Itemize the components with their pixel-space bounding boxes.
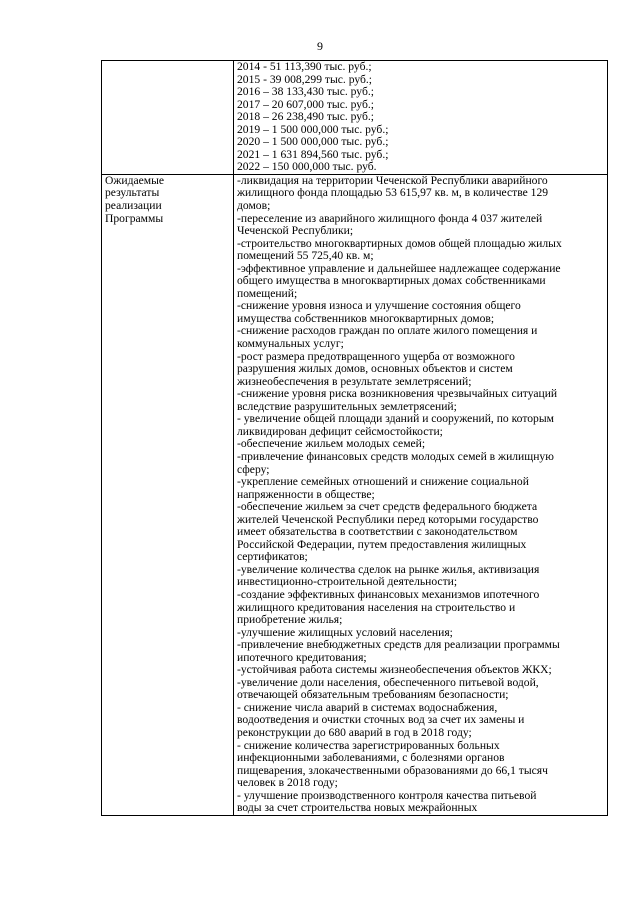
results-text-line: имеет обязательства в соответствии с законодательством: [237, 525, 518, 539]
results-text-line: -переселение из аварийного жилищного фонда 4 037 жителей: [237, 211, 543, 225]
results-text-line: помещений;: [237, 286, 298, 300]
results-text-line: напряженности в обществе;: [237, 487, 375, 501]
results-text-line: вследствие разрушительных землетрясений;: [237, 399, 457, 413]
results-text-line: -привлечение внебюджетных средств для реализации программы: [237, 638, 560, 652]
results-row: [102, 174, 608, 815]
results-text-line: -привлечение финансовых средств молодых семей в жилищную: [237, 449, 554, 463]
funding-row: [102, 61, 608, 175]
results-text-line: сертификатов;: [237, 550, 308, 564]
results-text-line: -увеличение доли населения, обеспеченного питьевой водой,: [237, 675, 539, 689]
program-passport-table: [101, 60, 608, 816]
funding-year-line: 2020 – 1 500 000,000 тыс. руб.;: [237, 135, 389, 149]
funding-year-line: 2014 - 51 113,390 тыс. руб.;: [237, 60, 372, 73]
results-text-line: Чеченской Республики;: [237, 224, 354, 238]
results-text-line: разрушения жилых домов, основных объектов и систем: [237, 362, 513, 376]
results-text-line: -создание эффективных финансовых механизмов ипотечного: [237, 587, 540, 601]
results-text-line: -увеличение количества сделок на рынке жилья, активизация: [237, 562, 540, 576]
results-text-line: реконструкции до 680 аварий в год в 2018 году;: [237, 725, 472, 739]
results-text-line: жизнеобеспечения в результате землетрясений;: [237, 374, 472, 388]
results-text-line: домов;: [237, 199, 271, 213]
results-text-line: инфекционными заболеваниями, с болезнями органов: [237, 751, 505, 765]
results-text-line: -снижение расходов граждан по оплате жилого помещения и: [237, 324, 538, 338]
funding-values-cell: [234, 61, 608, 175]
results-text-line: -улучшение жилищных условий населения;: [237, 625, 453, 639]
funding-year-line: 2018 – 26 238,490 тыс. руб.;: [237, 110, 374, 124]
funding-year-line: 2017 – 20 607,000 тыс. руб.;: [237, 97, 374, 111]
results-text-line: - снижение числа аварий в системах водоснабжения,: [237, 700, 498, 714]
results-label-line: результаты: [105, 186, 160, 200]
results-text-line: жителей Чеченской Республики перед которыми государство: [237, 512, 539, 526]
results-text-line: приобретение жилья;: [237, 613, 343, 627]
results-text-line: помещений 55 725,40 кв. м;: [237, 249, 374, 263]
results-text-line: жилищного фонда площадью 53 615,97 кв. м, в количестве 129: [237, 186, 549, 200]
results-text-line: пищеварения, злокачественными образованиями до 66,1 тысяч: [237, 763, 548, 777]
results-text-line: -рост размера предотвращенного ущерба от возможного: [237, 349, 515, 363]
results-text-line: Российской Федерации, путем предоставления жилищных: [237, 537, 527, 551]
funding-label-cell: [102, 61, 234, 175]
results-text-line: - улучшение производственного контроля качества питьевой: [237, 788, 537, 802]
results-label-line: Ожидаемые: [105, 173, 165, 187]
results-text-line: -снижение уровня износа и улучшение состояния общего: [237, 299, 521, 313]
results-text-line: воды за счет строительства новых межрайонных: [237, 801, 478, 815]
results-label-line: реализации: [105, 199, 162, 213]
results-text-line: ликвидирован дефицит сейсмостойкости;: [237, 424, 443, 438]
results-text-line: -обеспечение жильем за счет средств федерального бюджета: [237, 500, 538, 514]
results-label-cell: [102, 174, 234, 815]
results-text-line: -строительство многоквартирных домов общей площадью жилых: [237, 236, 562, 250]
results-text-line: имущества собственников многоквартирных домов;: [237, 311, 495, 325]
funding-year-line: 2022 – 150 000,000 тыс. руб.: [237, 160, 377, 174]
funding-year-line: 2015 - 39 008,299 тыс. руб.;: [237, 72, 373, 86]
results-text-line: водоотведения и очистки сточных вод за счет их замены и: [237, 713, 525, 727]
page-number: 9: [317, 39, 323, 53]
results-text-line: -обеспечение жильем молодых семей;: [237, 437, 426, 451]
results-text-line: инвестиционно-строительной деятельности;: [237, 575, 458, 589]
funding-year-line: 2021 – 1 631 894,560 тыс. руб.;: [237, 147, 389, 161]
results-text-line: - увеличение общей площади зданий и сооружений, по которым: [237, 412, 554, 426]
results-text-line: человек в 2018 году;: [237, 776, 338, 790]
results-text-line: -снижение уровня риска возникновения чрезвычайных ситуаций: [237, 387, 558, 401]
results-text-line: жилищного кредитования населения на строительство и: [237, 600, 516, 614]
results-text-line: сферу;: [237, 462, 270, 476]
results-text-line: общего имущества в многоквартирных домах собственниками: [237, 274, 546, 288]
results-label-line: Программы: [105, 211, 164, 225]
results-text-line: ипотечного кредитования;: [237, 650, 367, 664]
results-text-cell: [234, 174, 608, 815]
results-text-line: -ликвидация на территории Чеченской Республики аварийного: [237, 173, 548, 187]
results-text-line: коммунальных услуг;: [237, 337, 344, 351]
results-text-line: - снижение количества зарегистрированных больных: [237, 738, 500, 752]
results-text-line: отвечающей обязательным требованиям безопасности;: [237, 688, 509, 702]
funding-year-line: 2016 – 38 133,430 тыс. руб.;: [237, 85, 374, 99]
results-text-line: -укрепление семейных отношений и снижение социальной: [237, 475, 529, 489]
funding-year-line: 2019 – 1 500 000,000 тыс. руб.;: [237, 122, 389, 136]
results-text-line: -эффективное управление и дальнейшее надлежащее содержание: [237, 261, 561, 275]
results-text-line: -устойчивая работа системы жизнеобеспечения объектов ЖКХ;: [237, 663, 552, 677]
